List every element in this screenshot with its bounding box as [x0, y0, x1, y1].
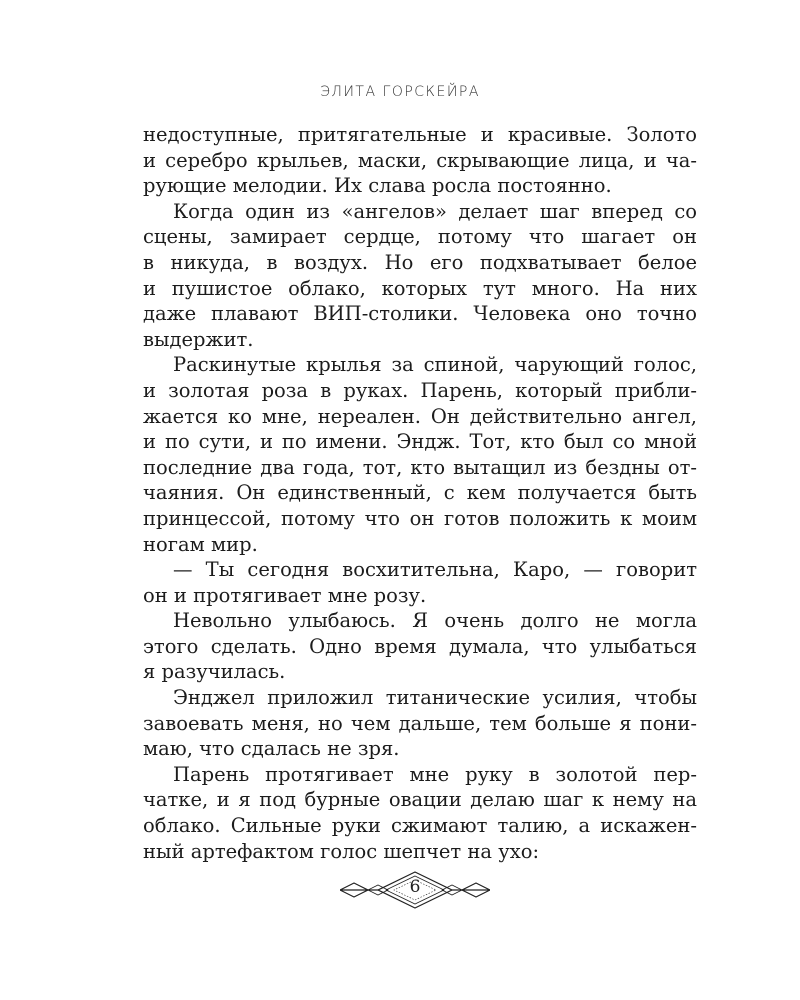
text-line: Невольно улыбаюсь. Я очень долго не могла: [173, 609, 697, 633]
text-line: — Ты сегодня восхитительна, Каро, — говорит: [173, 558, 697, 582]
running-header: ЭЛИТА ГОРСКЕЙРА: [320, 84, 480, 100]
text-line: ный артефактом голос шепчет на ухо:: [143, 839, 540, 863]
text-line: он и протягивает мне розу.: [143, 583, 427, 607]
text-line: в никуда, в воздух. Но его подхватывает белое: [143, 250, 697, 274]
text-line: ногам мир.: [143, 532, 258, 556]
text-line: чатке, и я под бурные овации делаю шаг к нему на: [143, 788, 697, 812]
text-line: и серебро крыльев, маски, скрывающие лица, и ча-: [143, 148, 697, 172]
text-line: рующие мелодии. Их слава росла постоянно.: [143, 174, 612, 198]
text-line: и по сути, и по имени. Эндж. Тот, кто был со мной: [143, 430, 697, 454]
text-line: Энджел приложил титанические усилия, чтобы: [173, 686, 697, 710]
text-line: выдержит.: [143, 327, 254, 351]
text-line: Парень протягивает мне руку в золотой пер-: [173, 762, 697, 786]
text-line: даже плавают ВИП-столики. Человека оно точно: [143, 302, 697, 326]
text-line: завоевать меня, но чем дальше, тем больше я пони-: [143, 711, 697, 735]
text-line: облако. Сильные руки сжимают талию, а искажен-: [143, 814, 697, 838]
page-number-ornament: [340, 870, 490, 910]
text-line: последние два года, тот, кто вытащил из бездны от-: [143, 455, 697, 479]
body-text: [143, 122, 697, 864]
text-line: я разучилась.: [143, 660, 286, 684]
text-line: и золотая роза в руках. Парень, который прибли-: [143, 378, 697, 402]
text-line: недоступные, притягательные и красивые. Золото: [143, 123, 697, 146]
text-line: и пушистое облако, которых тут много. На них: [143, 276, 697, 300]
text-line: Раскинутые крылья за спиной, чарующий голос,: [173, 353, 697, 377]
text-line: принцессой, потому что он готов положить к моим: [143, 506, 697, 530]
text-line: этого сделать. Одно время думала, что улыбаться: [143, 634, 697, 658]
text-line: сцены, замирает сердце, потому что шагает он: [143, 225, 697, 249]
text-line: жается ко мне, нереален. Он действительно ангел,: [143, 404, 697, 428]
text-line: Когда один из «ангелов» делает шаг вперед со: [173, 199, 697, 223]
text-line: чаяния. Он единственный, с кем получается быть: [143, 481, 697, 505]
page-number: 6: [409, 877, 421, 897]
text-line: маю, что сдалась не зря.: [143, 737, 400, 761]
